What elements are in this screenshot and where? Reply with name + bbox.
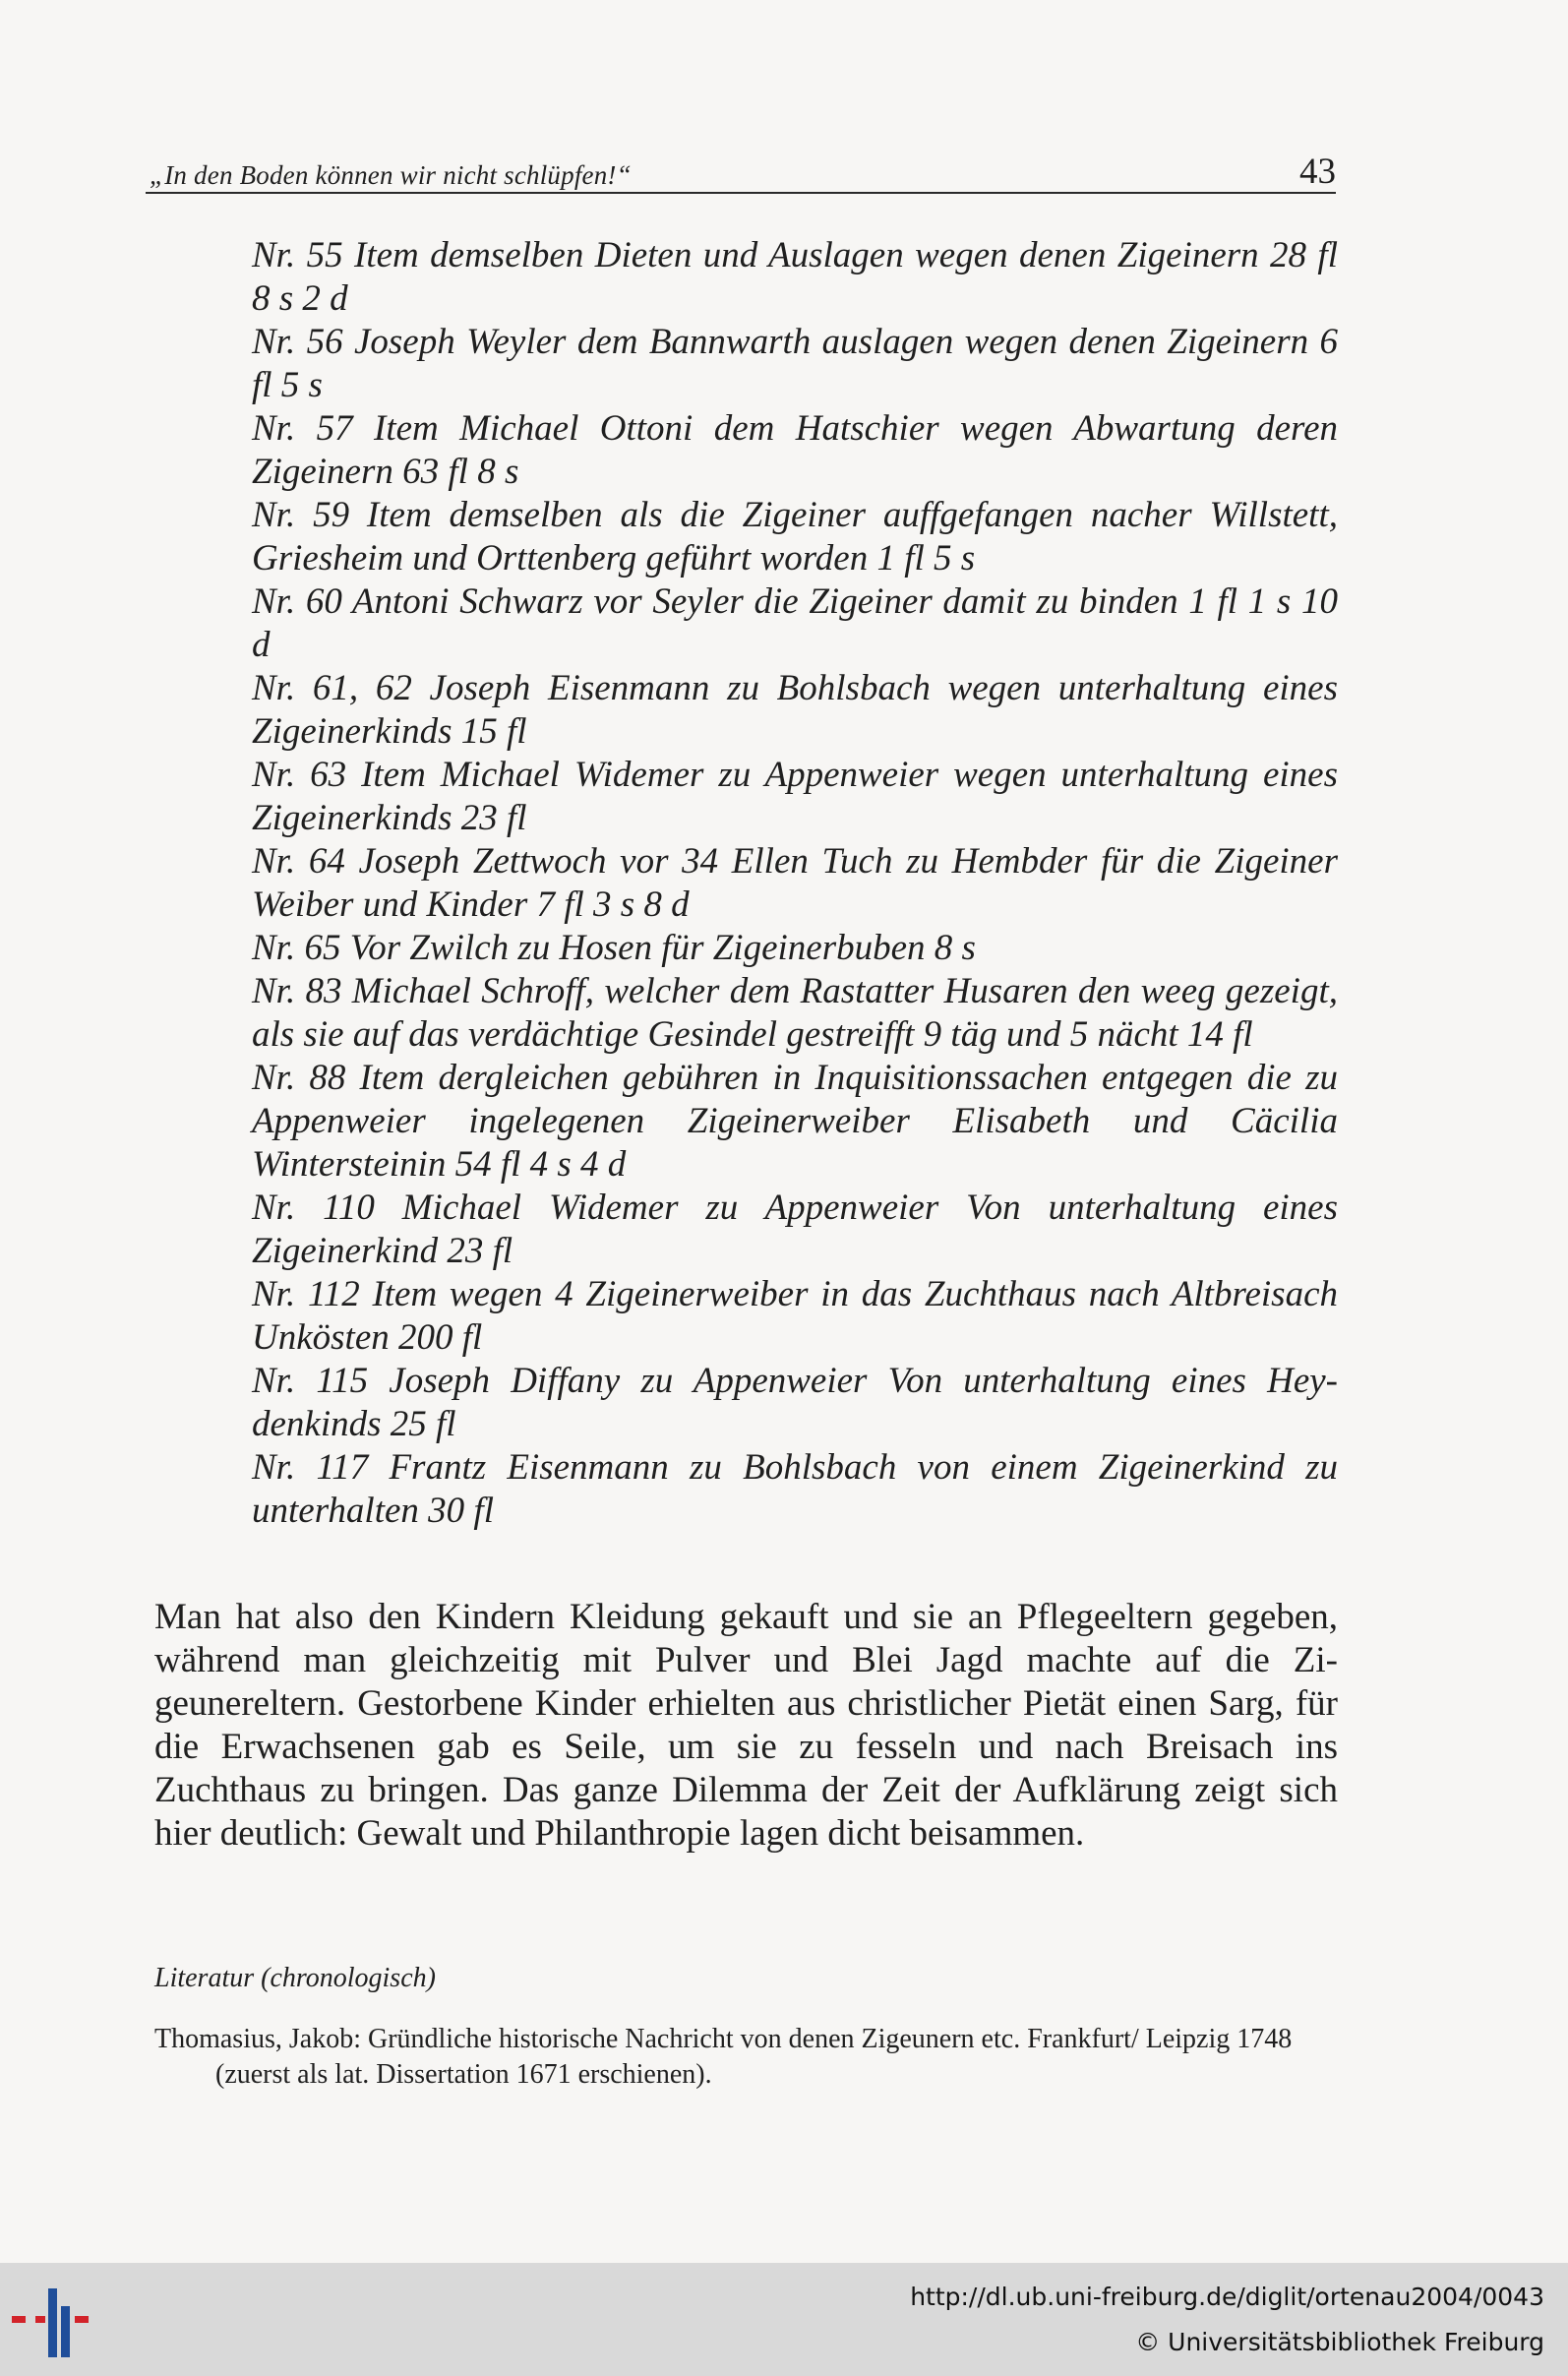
expense-entry: Nr. 64 Joseph Zettwoch vor 34 Ellen Tuch zu Hembder für die Zigeiner Weiber und Kinder 7 fl 3 s 8 d: [252, 841, 1338, 925]
expense-entries-list: [252, 234, 1338, 1533]
expense-entry: Nr. 63 Item Michael Widemer zu Appenweier wegen unterhaltung eines Zigeinerkinds 23 fl: [252, 755, 1338, 838]
expense-entry: Nr. 55 Item demselben Dieten und Auslagen wegen denen Zigeinern 28 fl 8 s 2 d: [252, 235, 1338, 319]
expense-entry: Nr. 59 Item demselben als die Zigeiner auffgefangen nacher Willstett, Griesheim und Orttenberg geführt worden 1 fl 5 s: [252, 495, 1338, 579]
running-title: „In den Boden können wir nicht schlüpfen!“: [150, 160, 632, 190]
expense-entry: Nr. 88 Item dergleichen gebühren in Inquisitionssachen entgegen die zu Appenweier ingelegenen Zigeinerweiber Elisabeth und Cäcilia Wintersteinin 54 fl 4 s 4 d: [252, 1058, 1338, 1185]
copyright-notice: © Universitätsbibliothek Freiburg: [1135, 2328, 1544, 2356]
running-header: [146, 152, 1336, 194]
expense-entry: Nr. 61, 62 Joseph Eisenmann zu Bohlsbach wegen unterhaltung eines Zigeinerkinds 15 fl: [252, 668, 1338, 752]
expense-entry: Nr. 115 Joseph Diffany zu Appenweier Von unterhaltung eines Heydenkinds 25 fl: [252, 1361, 1338, 1444]
expense-entry: Nr. 83 Michael Schroff, welcher dem Rastatter Husaren den weeg gezeigt, als sie auf das verdächtige Gesindel gestreifft 9 täg und 5 nächt 14 fl: [252, 971, 1338, 1055]
expense-entry: Nr. 112 Item wegen 4 Zigeinerweiber in das Zuchthaus nach Altbreisach Unkösten 200 fl: [252, 1274, 1338, 1358]
body-paragraph: Man hat also den Kindern Kleidung gekauft und sie an Pflegeeltern gegeben, während man gleichzeitig mit Pulver und Blei Jagd machte auf die Zigeunereltern. Gestorbene Kinder erhielten aus christlicher Pietät einen Sarg, für die Erwachsenen gab es Seile, um sie zu fesseln und nach Breisach ins Zuchthaus zu bringen. Das ganze Dilemma der Zeit der Aufklärung zeigt sich hier deutlich: Gewalt und Philanthropie lagen dicht beisammen.: [154, 1597, 1338, 1854]
expense-entry: Nr. 117 Frantz Eisenmann zu Bohlsbach von einem Zigeinerkind zu unterhalten 30 fl: [252, 1447, 1338, 1531]
permalink-url-link[interactable]: http://dl.ub.uni-freiburg.de/diglit/ortenau2004/0043: [910, 2283, 1544, 2311]
expense-entry: Nr. 60 Antoni Schwarz vor Seyler die Zigeiner damit zu binden 1 fl 1 s 10 d: [252, 581, 1338, 665]
page-number: 43: [1299, 152, 1336, 192]
expense-entry: Nr. 56 Joseph Weyler dem Bannwarth auslagen wegen denen Zigeinern 6 fl 5 s: [252, 322, 1338, 405]
ub-freiburg-logo-icon: [10, 2279, 98, 2361]
literature-reference: Thomasius, Jakob: Gründliche historische Nachricht von denen Zigeunern etc. Frankfurt/ Leipzig 1748 (zuerst als lat. Dissertation 1671 erschienen).: [154, 2024, 1293, 2090]
expense-entry: Nr. 65 Vor Zwilch zu Hosen für Zigeinerbuben 8 s: [252, 928, 976, 968]
expense-entry: Nr. 110 Michael Widemer zu Appenweier Von unterhaltung eines Zigeinerkind 23 fl: [252, 1188, 1338, 1271]
literature-heading: Literatur (chronologisch): [154, 1963, 436, 1993]
viewer-footer: [0, 2263, 1568, 2376]
expense-entry: Nr. 57 Item Michael Ottoni dem Hatschier wegen Abwartung deren Zigeinern 63 fl 8 s: [252, 408, 1338, 492]
